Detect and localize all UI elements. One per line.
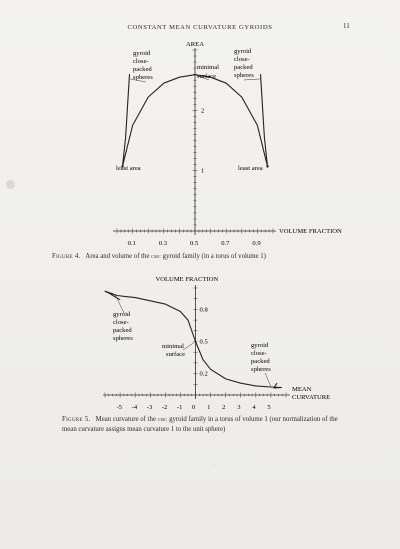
f5-x-tick-label: -1 [176, 404, 183, 411]
annot-left-spheres-2: close- [133, 58, 149, 65]
f5-x-tick-label: 4 [252, 404, 256, 411]
f5-x-tick-label: -2 [161, 404, 168, 411]
annot-left-spheres-4: spheres [133, 74, 153, 81]
f4-x-tick-label: 0.3 [158, 240, 168, 247]
f5-y-tick-label: 0.5 [199, 338, 208, 346]
f4-y-axis-label: AREA [186, 41, 204, 48]
figure-5-caption-text-b: gyroid family in a torus of volume 1 (our normalization of the mean curvature assigns mean curvature 1 to the unit sphere) [62, 416, 338, 433]
f5-x-tick-label: 0 [192, 404, 196, 411]
f5-y-axis-label: VOLUME FRACTION [155, 276, 219, 283]
page-mark: · [213, 462, 215, 468]
annot5-left-spheres-4: spheres [113, 335, 133, 342]
f5-leader-minimal [183, 342, 196, 351]
annot-right-spheres-2: close- [234, 56, 250, 63]
annot5-left-spheres-2: close- [113, 319, 129, 326]
f4-x-tick-label: 0.5 [190, 240, 199, 247]
figure-5-caption-cmc: cmc [157, 417, 168, 423]
f5-x-tick-label: 1 [207, 404, 211, 411]
f5-x-axis-label-1: MEAN [292, 386, 312, 393]
f4-x-tick-label: 0.7 [221, 240, 230, 247]
annot-right-spheres-3: packed [234, 64, 253, 71]
annot-left-spheres-1: gyroid [133, 50, 151, 57]
f5-leader-right [265, 373, 271, 386]
f5-y-tick-label: 0.8 [199, 306, 208, 314]
f5-x-tick-label: 3 [237, 404, 241, 411]
annot5-left-spheres-3: packed [113, 327, 132, 334]
annot5-minimal-1: minimal [162, 343, 184, 350]
figure-5-caption [62, 415, 342, 434]
f5-x-tick-label: -5 [116, 404, 123, 411]
f4-x-tick-label: 0.1 [127, 240, 136, 247]
figure-5-caption-label: Figure 5. [62, 416, 91, 423]
f5-y-tick-label: 0.2 [199, 370, 208, 378]
f4-x-axis-label: VOLUME FRACTION [279, 228, 342, 235]
annot-minimal-1: minimal [197, 64, 219, 71]
figure-4-caption-label: Figure 4. [52, 253, 81, 260]
f5-x-tick-label: 2 [222, 404, 226, 411]
f5-x-tick-label: -4 [131, 404, 138, 411]
annot-least-area-right: least area [238, 165, 263, 172]
annot-left-spheres-3: packed [133, 66, 152, 73]
f4-y-tick-label: 1 [201, 167, 205, 175]
page-number: 11 [343, 22, 350, 30]
annot-minimal-2: surface [197, 73, 217, 80]
annot-right-spheres-4: spheres [234, 72, 254, 79]
figure-4-caption-cmc: cmc [151, 254, 161, 260]
figure-4-caption-text-b: gyroid family (in a torus of volume 1) [160, 253, 266, 260]
annot5-right-spheres-4: spheres [251, 366, 271, 373]
annot5-right-spheres-1: gyroid [251, 342, 269, 349]
f4-y-tick-label: 2 [201, 107, 205, 115]
f5-x-tick-label: -3 [146, 404, 153, 411]
annot5-right-spheres-2: close- [251, 350, 267, 357]
f4-x-tick-label: 0.9 [252, 240, 261, 247]
running-title: CONSTANT MEAN CURVATURE GYROIDS [127, 24, 273, 31]
figure-5-caption-text-a: Mean curvature of the [95, 416, 158, 423]
f5-x-axis-label-2: CURVATURE [292, 394, 331, 401]
annot5-minimal-2: surface [166, 351, 186, 358]
annot-right-spheres-1: gyroid [234, 48, 252, 55]
f5-x-tick-label: 5 [267, 404, 271, 411]
annot-least-area-left: least area [116, 165, 141, 172]
annot5-right-spheres-3: packed [251, 358, 270, 365]
figure-4-caption-text-a: Area and volume of the [85, 253, 152, 260]
annot5-left-spheres-1: gyroid [113, 311, 131, 318]
